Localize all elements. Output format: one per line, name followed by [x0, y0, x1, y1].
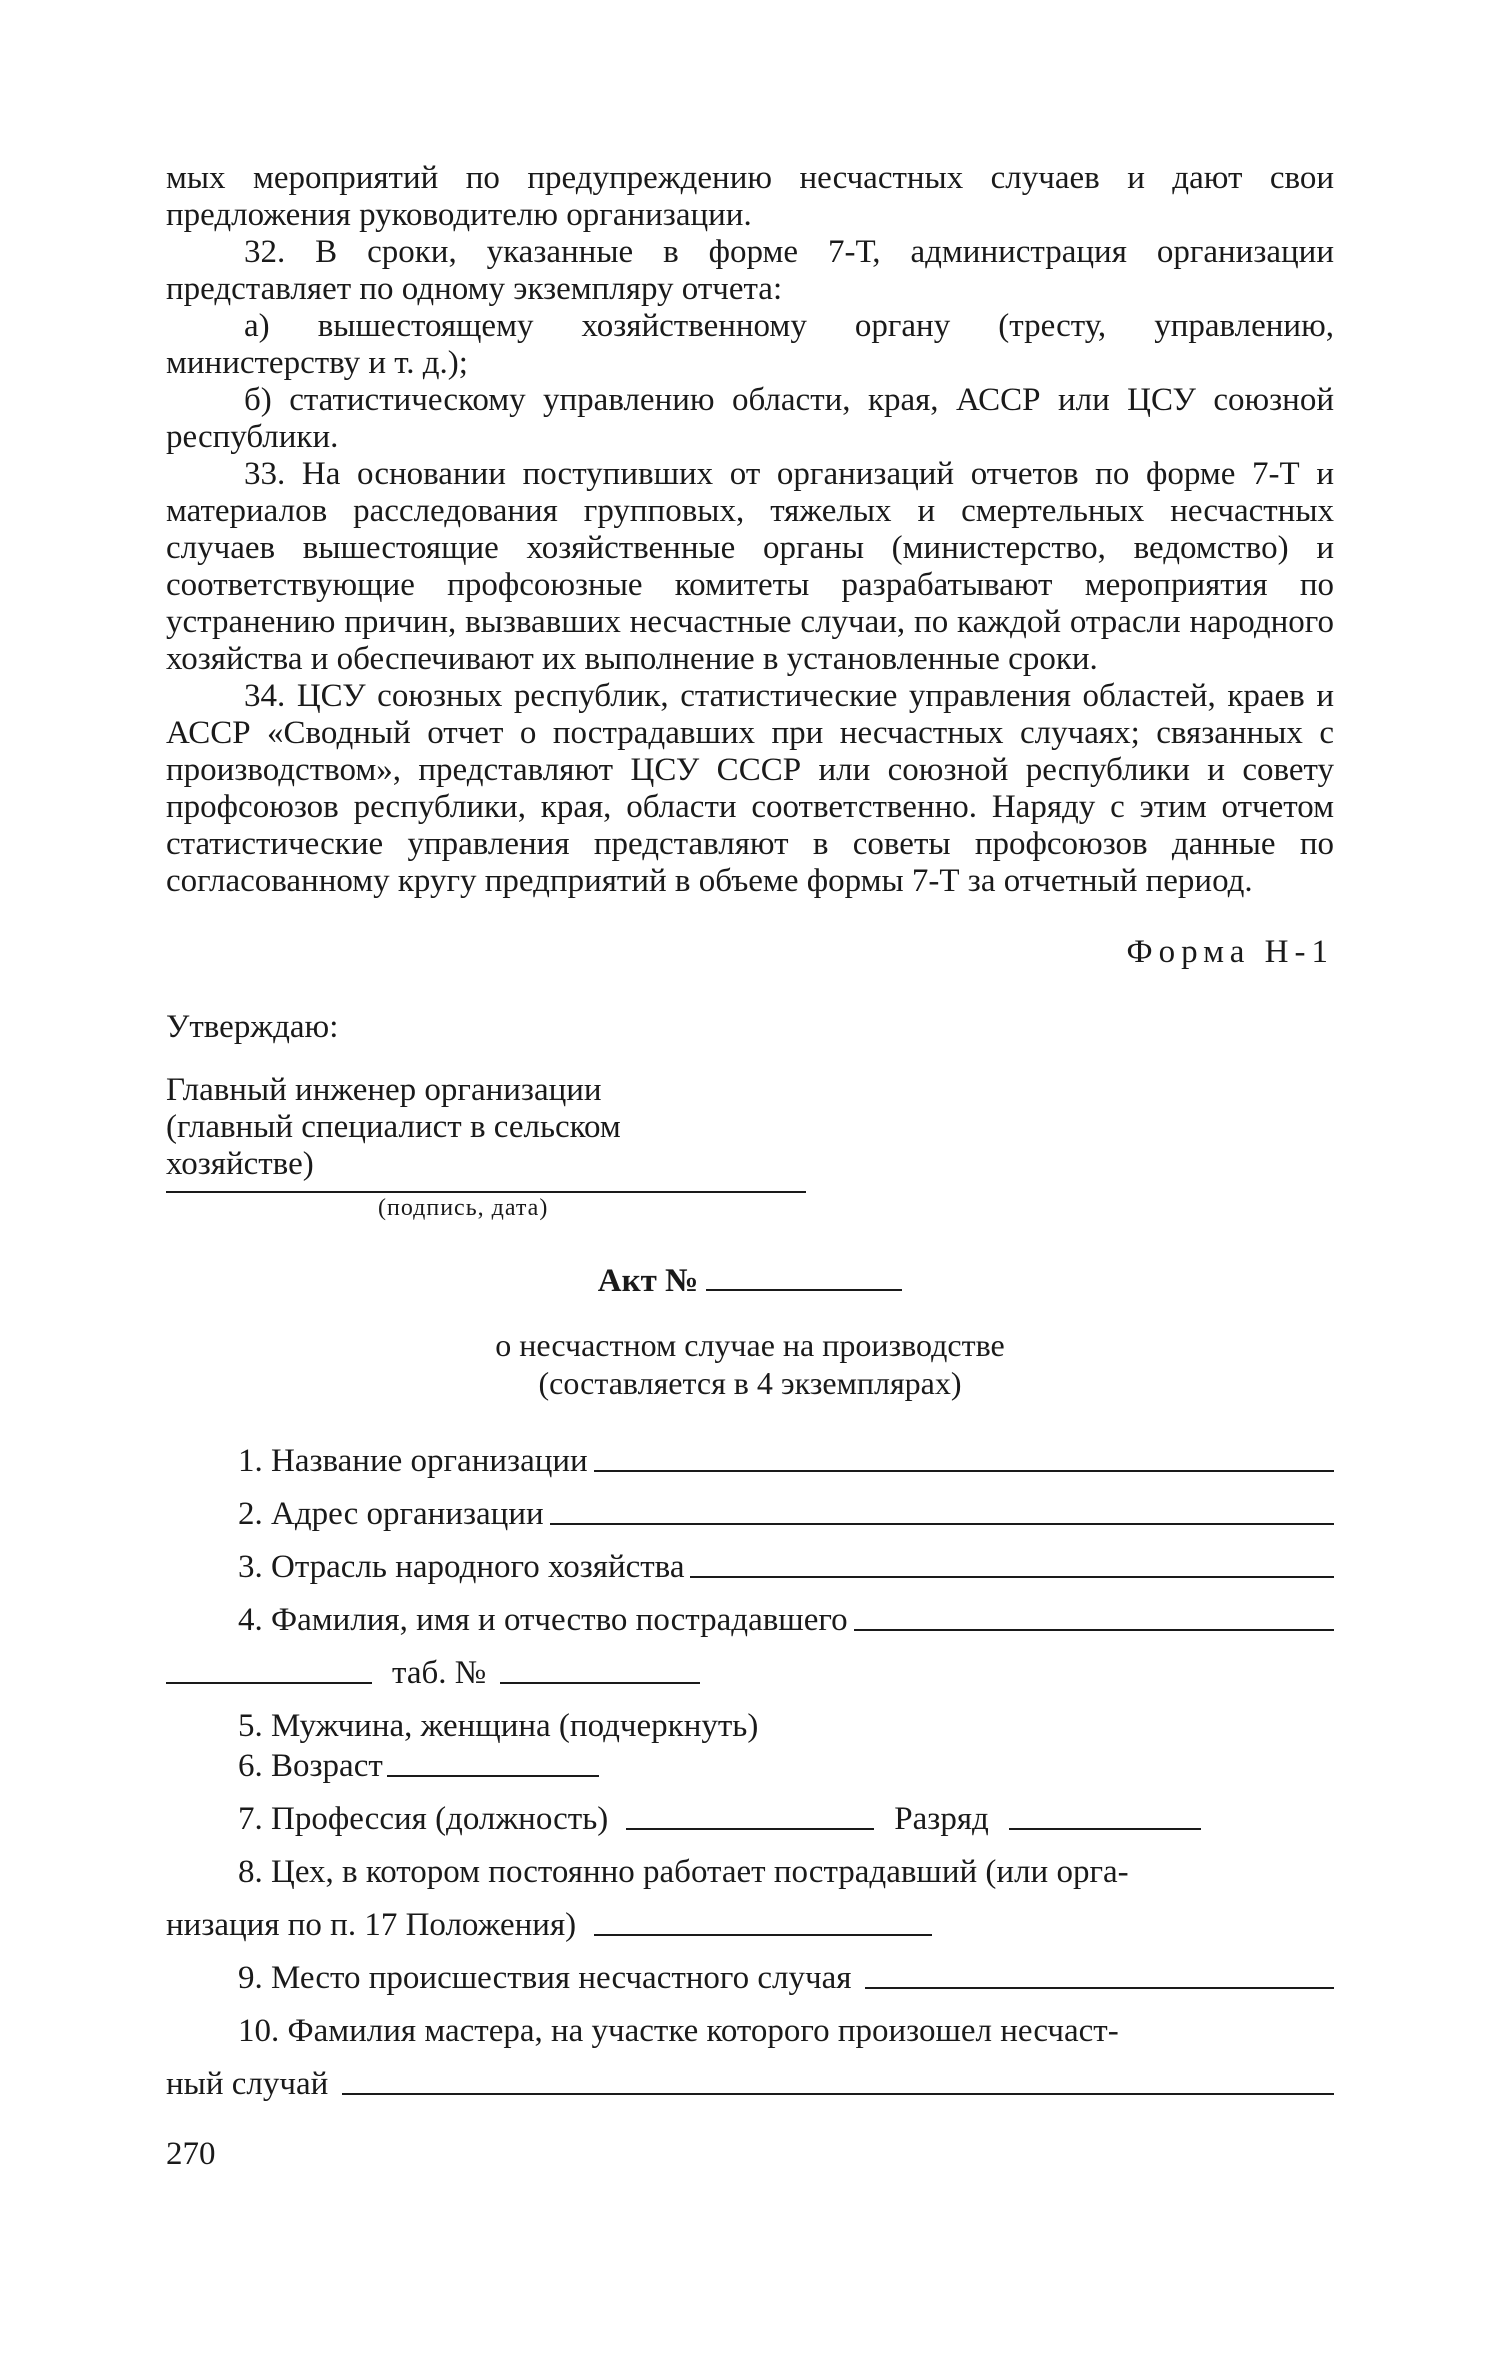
field-label-organization-name: 1. Название организации — [238, 1443, 588, 1479]
accident-place-field[interactable] — [865, 1986, 1334, 1989]
industry-field[interactable] — [690, 1575, 1334, 1578]
field-row-4-continued — [166, 1652, 1334, 1692]
victim-name-continued-field[interactable] — [166, 1681, 372, 1684]
field-row-5 — [166, 1705, 1334, 1745]
field-label-organization-address: 2. Адрес организации — [238, 1496, 544, 1532]
field-label-grade: Разряд — [894, 1801, 989, 1837]
field-label-foreman-continued: ный случай — [166, 2066, 329, 2102]
signature-area — [166, 1189, 806, 1223]
field-label-foreman: 10. Фамилия мастера, на участке которого произошел несчаст- — [238, 2013, 1119, 2049]
field-label-industry: 3. Отрасль народного хозяйства — [238, 1549, 685, 1585]
field-row-10 — [166, 2010, 1334, 2050]
victim-name-field[interactable] — [854, 1628, 1334, 1631]
act-title-text: Акт № — [597, 1263, 699, 1299]
paragraph-34: 34. ЦСУ союзных республик, статистические управления областей, краев и АССР «Сводный отчет о пострадавших при несчастных случаях; связанных с производством», представляют ЦСУ СССР или союзной республики и совету профсоюзов республики, края, области соответственно. Наряду с этим отчетом статистические управления представляют в советы профсоюзов данные по согласованному кругу предприятий в объеме формы 7-Т за отчетный период. — [166, 678, 1334, 899]
field-label-workshop-continued: низация по п. 17 Положения) — [166, 1907, 577, 1943]
field-row-8 — [166, 1851, 1334, 1891]
approve-role: Главный инженер организации (главный специалист в сельском хозяйстве) — [166, 1072, 621, 1182]
age-field[interactable] — [387, 1774, 599, 1777]
field-row-7 — [166, 1798, 1334, 1838]
act-subtitle-line-2: (составляется в 4 экземплярах) — [538, 1365, 962, 1401]
organization-name-field[interactable] — [594, 1469, 1334, 1472]
field-row-4 — [166, 1599, 1334, 1639]
paragraph-33: 33. На основании поступивших от организаций отчетов по форме 7-Т и материалов расследования групповых, тяжелых и смертельных несчастных случаев вышестоящие хозяйственные органы (министерство, ведомство) и соответствующие профсоюзные комитеты разрабатывают мероприятия по устранению причин, вызвавших несчастные случаи, по каждой отрасли народного хозяйства и обеспечивают их выполнение в установленные сроки. — [166, 456, 1334, 677]
field-row-1 — [166, 1440, 1334, 1480]
field-row-6 — [166, 1745, 1334, 1785]
paragraph-32a: а) вышестоящему хозяйственному органу (тресту, управлению, министерству и т. д.); — [166, 308, 1334, 381]
approval-block — [166, 1009, 1334, 1223]
paragraph-32: 32. В сроки, указанные в форме 7-Т, администрация организации представляет по одному экземпляру отчета: — [166, 234, 1334, 307]
organization-address-field[interactable] — [550, 1522, 1334, 1525]
act-number-field[interactable] — [706, 1288, 902, 1291]
paragraph-32b: б) статистическому управлению области, края, АССР или ЦСУ союзной республики. — [166, 382, 1334, 455]
field-label-accident-place: 9. Место происшествия несчастного случая — [238, 1960, 852, 1996]
field-label-workshop: 8. Цех, в котором постоянно работает пострадавший (или орга- — [238, 1854, 1129, 1890]
page-number: 270 — [166, 2136, 216, 2172]
grade-field[interactable] — [1009, 1827, 1201, 1830]
signature-caption: (подпись, дата) — [378, 1195, 549, 1221]
field-label-tab-number: таб. № — [392, 1655, 487, 1691]
approve-title: Утверждаю: — [166, 1009, 339, 1045]
field-row-8-continued — [166, 1904, 1334, 1944]
field-label-gender: 5. Мужчина, женщина (подчеркнуть) — [238, 1708, 759, 1744]
field-row-3 — [166, 1546, 1334, 1586]
tab-number-field[interactable] — [500, 1681, 700, 1684]
act-subtitle — [166, 1326, 1334, 1402]
field-label-age: 6. Возраст — [238, 1748, 383, 1784]
field-row-2 — [166, 1493, 1334, 1533]
field-row-10-continued — [166, 2063, 1334, 2103]
paragraph-intro: мых мероприятий по предупреждению несчастных случаев и дают свои предложения руководителю организации. — [166, 160, 1334, 233]
act-subtitle-line-1: о несчастном случае на производстве — [495, 1327, 1005, 1363]
document-page — [166, 160, 1334, 2103]
field-row-9 — [166, 1957, 1334, 1997]
field-label-victim-name: 4. Фамилия, имя и отчество пострадавшего — [238, 1602, 848, 1638]
profession-field[interactable] — [626, 1827, 874, 1830]
workshop-field[interactable] — [594, 1933, 932, 1936]
form-label: Форма Н-1 — [1126, 934, 1334, 970]
form-fields — [166, 1440, 1334, 2103]
act-title — [166, 1263, 1334, 1300]
field-label-profession: 7. Профессия (должность) — [238, 1801, 609, 1837]
foreman-field[interactable] — [342, 2092, 1334, 2095]
